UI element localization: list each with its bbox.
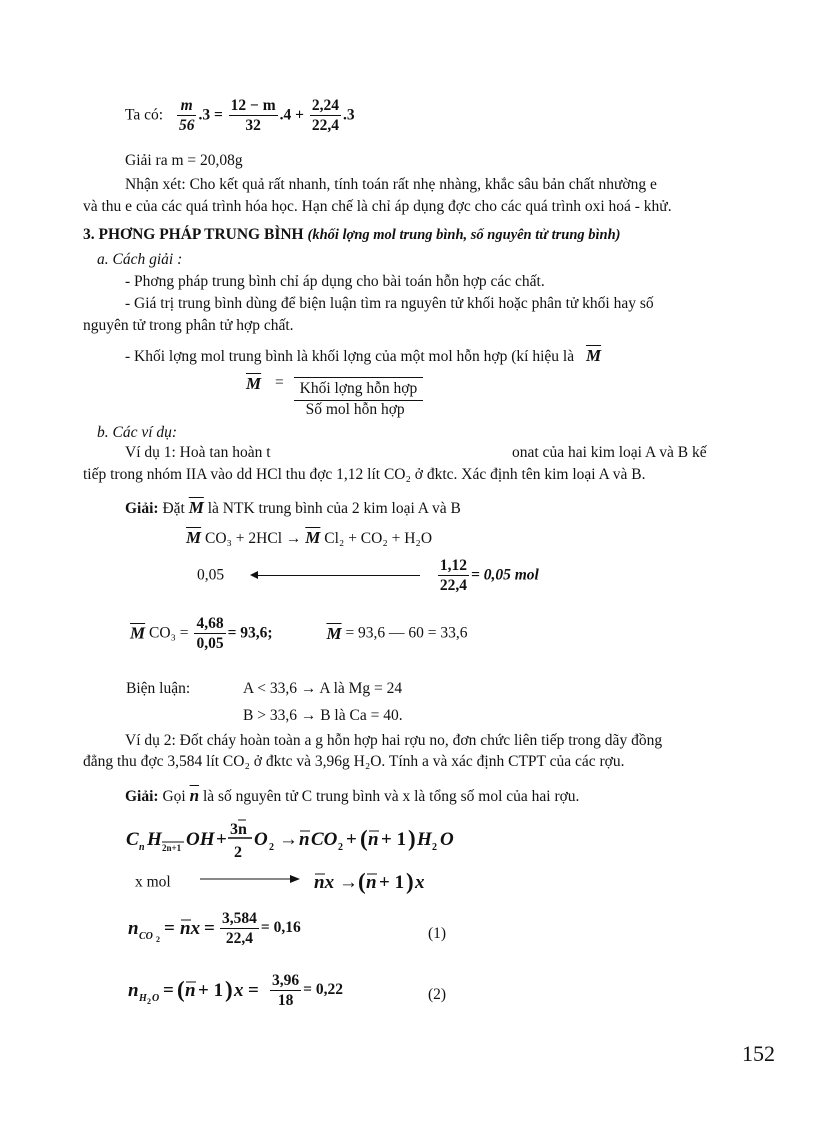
arrow-left-icon (250, 570, 420, 582)
svg-text:O: O (440, 829, 454, 850)
fraction-396-18: $\frac{3,96}{18}$ (272, 971, 300, 1009)
cac-vi-du-heading: b. Các ví dụ: (97, 424, 178, 441)
n-co2-lhs (128, 908, 218, 948)
svg-text:→: → (279, 829, 298, 850)
vi-du-1-line-2: tiếp trong nhóm IIA vào dd HCl thu đợc 1,12 lít CO₂ ở đktc. Xác định tên kim loại A và B. (83, 466, 646, 483)
nhan-xet-line-1: Nhận xét: Cho kết quả rất nhanh, tính toán rất nhẹ nhàng, khắc sâu bản chất nhường e (125, 176, 657, 193)
vi-du-1-line-1a: Ví dụ 1: Hoà tan hoàn t (125, 444, 271, 461)
svg-text:3n: 3n (230, 821, 247, 838)
svg-text:x: x (234, 980, 244, 1001)
nhan-xet-line-2: và thu e của các quá trình hóa học. Hạn chế là chỉ áp dụng đợc cho các quá trình oxi hoá - khử. (83, 198, 672, 215)
svg-text:n: n (128, 980, 139, 1001)
bien-luan-b: B > 33,6 → B là Ca = 40. (243, 707, 403, 724)
svg-text:n: n (185, 980, 196, 1001)
svg-text:n: n (366, 872, 377, 893)
n-h2o-lhs (128, 970, 268, 1010)
svg-text:+ 1: + 1 (381, 829, 407, 850)
svg-text:O: O (152, 993, 160, 1004)
page-number: 152 (742, 1041, 775, 1066)
svg-text:2: 2 (338, 842, 343, 853)
svg-text:=: = (163, 980, 174, 1001)
fraction-12m-32: $\frac{12 - m}{32}$ (230, 97, 276, 134)
svg-text:n: n (139, 842, 145, 853)
svg-text:n: n (368, 829, 379, 850)
fraction-224-224: $\frac{2,24}{22,4}$ (311, 97, 340, 134)
vi-du-2-line-2: đẳng thu đợc 3,584 lít CO₂ ở đktc và 3,96g H₂O. Tính a và xác định CTPT của các rợu. (83, 753, 625, 770)
svg-text:C: C (126, 829, 139, 850)
m-co3-line: $\overline{M}$ CO₃ = $\frac{4,68}{0,05}$ = 93,6; $\overline{M} = 93,6$ — 60 = 33,6 (130, 615, 468, 652)
svg-text:(: ( (360, 826, 368, 851)
svg-text:=: = (248, 980, 259, 1001)
bien-luan-label: Biện luận: (126, 680, 191, 697)
cach-giai-line-1: - Phơng pháp trung bình chỉ áp dụng cho bài toán hỗn hợp các chất. (125, 273, 545, 290)
section-3-heading (83, 226, 621, 244)
combustion-equation (124, 812, 504, 864)
fraction-m-56: $\frac{m}{56}$ (178, 97, 195, 134)
svg-text:): ) (225, 977, 233, 1002)
vi-du-1-line-1b: onat của hai kim loại A và B kế (512, 444, 707, 461)
svg-text:x: x (415, 872, 425, 893)
equation-ta-co: Ta có: $\frac{m}{56}$ .3 = $\frac{12 - m}{32}$ .4 + $\frac{2,24}{22,4}$ .3 (125, 97, 355, 134)
fraction-3584-224: $\frac{3,584}{22,4}$ (222, 909, 257, 947)
svg-text:H: H (139, 993, 147, 1004)
x-mol-arrows (196, 864, 456, 898)
m-bar-symbol: $\overline{M}$ (585, 346, 602, 365)
giai-ra-line: Giải ra m = 20,08g (125, 152, 243, 169)
n-co2-equation: n CO 2 = nx = $\frac{3,584}{22,4}$ = 0,16 (128, 909, 301, 947)
cach-giai-line-3: nguyên tử trong phân tử hợp chất. (83, 317, 294, 334)
svg-text:OH: OH (186, 829, 215, 850)
svg-text:2n+1: 2n+1 (162, 843, 182, 853)
svg-text:2: 2 (432, 842, 437, 853)
svg-text:nx: nx (314, 872, 335, 893)
section-3-title: 3. PHƠNG PHÁP TRUNG BÌNH (83, 226, 304, 243)
fraction-112-224: $\frac{1,12}{22,4}$ (439, 557, 467, 594)
n-h2o-equation: n H 2 O = ( n + 1 ) x = $\frac{3,96}{18}$ = 0,22 (128, 971, 343, 1009)
fraction-468-005: $\frac{4,68}{0,05}$ (196, 615, 224, 652)
svg-text:→: → (339, 872, 358, 893)
definition-fraction: Khối lợng hỗn hợp Số mol hỗn hợp (294, 377, 424, 419)
ta-co-label: Ta có: (125, 106, 164, 124)
svg-text:(: ( (177, 977, 185, 1002)
svg-text:+: + (216, 829, 227, 850)
m-bar-definition: $\overline{M}$ = Khối lợng hỗn hợp Số mol hỗn hợp (246, 374, 423, 419)
svg-text:H: H (417, 829, 432, 850)
svg-text:=: = (164, 918, 175, 939)
svg-text:2: 2 (147, 997, 151, 1006)
svg-text:2: 2 (156, 935, 160, 944)
x-mol-line: x mol (135, 873, 171, 891)
svg-text:2: 2 (234, 844, 242, 861)
svg-text:CO: CO (311, 829, 338, 850)
equation-label-1: (1) (428, 925, 447, 942)
svg-text:+ 1: + 1 (198, 980, 224, 1001)
svg-text:n: n (299, 829, 310, 850)
cach-giai-line-4: - Khối lợng mol trung bình là khối lợng của một mol hỗn hợp (kí hiệu là $\overline{M}$ (125, 346, 602, 365)
bien-luan-a: A < 33,6 → A là Mg = 24 (243, 680, 403, 697)
svg-text:(: ( (358, 869, 366, 894)
svg-text:n: n (128, 918, 139, 939)
vi-du-2-line-1: Ví dụ 2: Đốt cháy hoàn toàn a g hỗn hợp hai rợu no, đơn chức liên tiếp trong dãy đồng (125, 732, 663, 749)
vi-du-2-solution-intro: Giải: Gọi $\overline{n}$ là số nguyên tử C trung bình và x là tổng số mol của hai rợu. (125, 786, 580, 805)
svg-text:O: O (254, 829, 268, 850)
mol-line: 0,05 $\frac{1,12}{22,4}$ = 0,05 mol (197, 557, 539, 594)
vi-du-1-solution-intro: Giải: Đặt $\overline{M}$ là NTK trung bình của 2 kim loại A và B (125, 498, 461, 517)
cach-giai-heading: a. Cách giải : (97, 251, 183, 268)
svg-text:+ 1: + 1 (379, 872, 405, 893)
reaction-1: $\overline{M}$ $CO_3 + 2HCl \to \overline{M}$ Cl₂ + CO₂ + H₂O (186, 528, 433, 547)
section-3-subtitle: (khối lợng mol trung bình, số nguyên tử trung bình) (307, 227, 621, 243)
svg-text:CO: CO (139, 931, 153, 942)
svg-text:=: = (204, 918, 215, 939)
svg-text:): ) (406, 869, 414, 894)
equation-label-2: (2) (428, 986, 447, 1003)
svg-text:nx: nx (180, 918, 201, 939)
cach-giai-line-2: - Giá trị trung bình dùng để biện luận tìm ra nguyên tử khối hoặc phân tử khối hay số (125, 295, 654, 312)
svg-text:): ) (408, 826, 416, 851)
svg-text:+: + (346, 829, 357, 850)
svg-text:H: H (147, 829, 162, 850)
svg-text:2: 2 (269, 842, 274, 853)
